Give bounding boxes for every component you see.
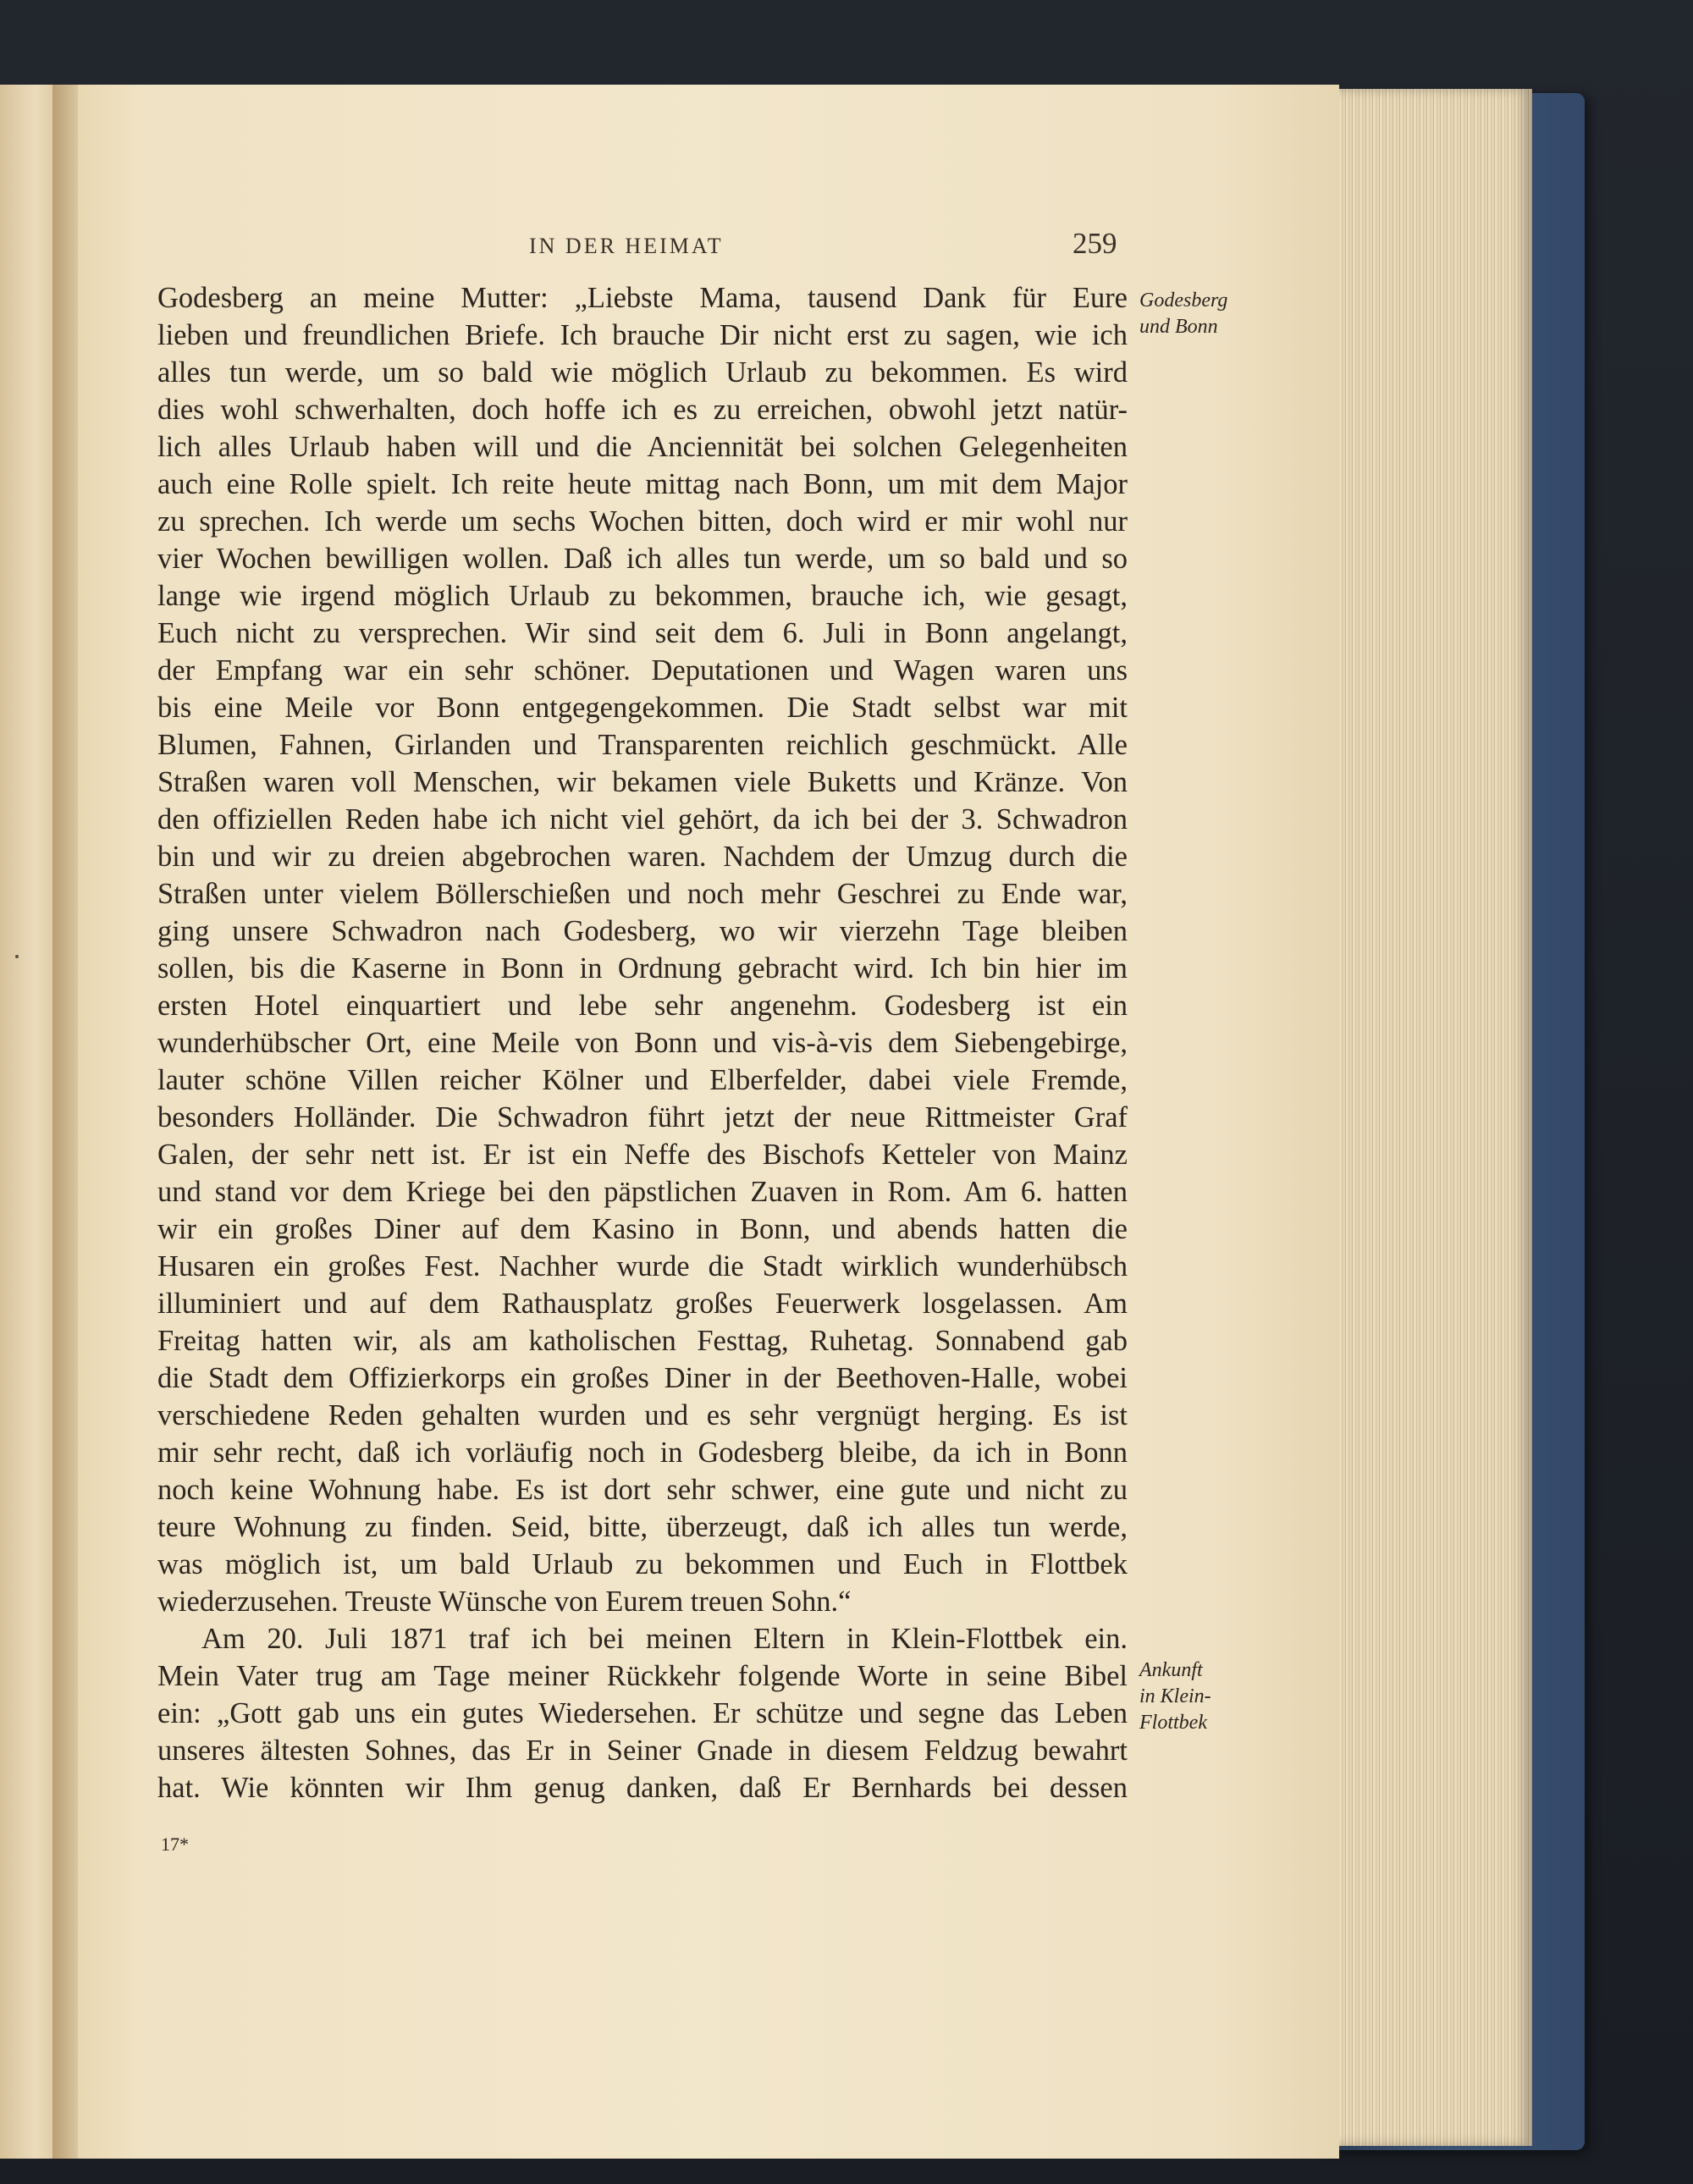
- paragraph-first-line: Am 20. Juli 1871 traf ich bei meinen Eltern in Klein-Flottbek ein.: [201, 1623, 1128, 1655]
- text-line: die Stadt dem Offizierkorps ein großes Diner in der Beethoven-Halle, wobei: [157, 1362, 1128, 1394]
- text-line: ein: „Gott gab uns ein gutes Wiedersehen. Er schütze und segne das Leben: [157, 1697, 1128, 1729]
- marginal-note-line: Ankunft: [1139, 1659, 1203, 1681]
- page-number: 259: [1073, 227, 1117, 260]
- text-line: ging unsere Schwadron nach Godesberg, wo wir vierzehn Tage bleiben: [157, 915, 1128, 947]
- text-line: Straßen waren voll Menschen, wir bekamen viele Buketts und Kränze. Von: [157, 766, 1128, 798]
- text-line: der Empfang war ein sehr schöner. Deputationen und Wagen waren uns: [157, 654, 1128, 687]
- text-line: Husaren ein großes Fest. Nachher wurde die Stadt wirklich wunderhübsch: [157, 1250, 1128, 1282]
- text-line: ersten Hotel einquartiert und lebe sehr angenehm. Godesberg ist ein: [157, 990, 1128, 1022]
- text-line: lange wie irgend möglich Urlaub zu bekommen, brauche ich, wie gesagt,: [157, 580, 1128, 612]
- marginal-note-godesberg: [1139, 288, 1227, 340]
- text-line: wunderhübscher Ort, eine Meile von Bonn und vis-à-vis dem Siebengebirge,: [157, 1027, 1128, 1059]
- text-line: wiederzusehen. Treuste Wünsche von Eurem treuen Sohn.“: [157, 1586, 852, 1618]
- text-line: alles tun werde, um so bald wie möglich Urlaub zu bekommen. Es wird: [157, 356, 1128, 389]
- text-line: lieben und freundlichen Briefe. Ich brauche Dir nicht erst zu sagen, wie ich: [157, 319, 1128, 351]
- marginal-note-line: Godesberg: [1139, 290, 1228, 312]
- text-line: Mein Vater trug am Tage meiner Rückkehr folgende Worte in seine Bibel: [157, 1660, 1128, 1692]
- text-line: illuminiert und auf dem Rathausplatz großes Feuerwerk losgelassen. Am: [157, 1288, 1128, 1320]
- text-line: auch eine Rolle spielt. Ich reite heute mittag nach Bonn, um mit dem Major: [157, 468, 1128, 500]
- text-line: vier Wochen bewilligen wollen. Daß ich alles tun werde, um so bald und so: [157, 543, 1128, 575]
- text-line: Blumen, Fahnen, Girlanden und Transparenten reichlich geschmückt. Alle: [157, 729, 1128, 761]
- text-line: verschiedene Reden gehalten wurden und es sehr vergnügt herging. Es ist: [157, 1399, 1128, 1431]
- text-line: Galen, der sehr nett ist. Er ist ein Neffe des Bischofs Ketteler von Mainz: [157, 1139, 1128, 1171]
- text-line: teure Wohnung zu finden. Seid, bitte, überzeugt, daß ich alles tun werde,: [157, 1511, 1128, 1543]
- text-line: lich alles Urlaub haben will und die Anciennität bei solchen Gelegenheiten: [157, 431, 1128, 463]
- text-line: besonders Holländer. Die Schwadron führt jetzt der neue Rittmeister Graf: [157, 1101, 1128, 1133]
- text-line: bin und wir zu dreien abgebrochen waren. Nachdem der Umzug durch die: [157, 841, 1128, 873]
- text-line: sollen, bis die Kaserne in Bonn in Ordnung gebracht wird. Ich bin hier im: [157, 952, 1128, 984]
- marginal-note-line: Flottbek: [1139, 1712, 1207, 1734]
- text-line: den offiziellen Reden habe ich nicht viel gehört, da ich bei der 3. Schwadron: [157, 803, 1128, 836]
- marginal-note-line: und Bonn: [1139, 316, 1218, 338]
- page-edges: [1329, 89, 1532, 2146]
- book-gutter: [52, 85, 78, 2159]
- text-line: wir ein großes Diner auf dem Kasino in Bonn, und abends hatten die: [157, 1213, 1128, 1245]
- text-line: Godesberg an meine Mutter: „Liebste Mama, tausend Dank für Eure: [157, 282, 1128, 314]
- text-line: mir sehr recht, daß ich vorläufig noch in Godesberg bleibe, da ich in Bonn: [157, 1437, 1128, 1469]
- body-text: [157, 279, 1128, 1806]
- marginal-note-ankunft: [1139, 1657, 1211, 1736]
- text-line: Freitag hatten wir, als am katholischen Festtag, Ruhetag. Sonnabend gab: [157, 1325, 1128, 1357]
- paper-speck: [15, 955, 19, 958]
- running-head: IN DER HEIMAT: [529, 234, 724, 258]
- text-line: unseres ältesten Sohnes, das Er in Seiner Gnade in diesem Feldzug bewahrt: [157, 1735, 1128, 1767]
- text-line: Straßen unter vielem Böllerschießen und noch mehr Geschrei zu Ende war,: [157, 878, 1128, 910]
- text-line: was möglich ist, um bald Urlaub zu bekommen und Euch in Flottbek: [157, 1548, 1128, 1580]
- text-line: lauter schöne Villen reicher Kölner und Elberfelder, dabei viele Fremde,: [157, 1064, 1128, 1096]
- printer-signature: 17*: [161, 1834, 189, 1855]
- text-line: hat. Wie könnten wir Ihm genug danken, daß Er Bernhards bei dessen: [157, 1772, 1128, 1804]
- text-line: dies wohl schwerhalten, doch hoffe ich es zu erreichen, obwohl jetzt natür-: [157, 394, 1128, 426]
- text-line: und stand vor dem Kriege bei den päpstlichen Zuaven in Rom. Am 6. hatten: [157, 1176, 1128, 1208]
- facing-page-edge: [0, 85, 59, 2159]
- text-line: zu sprechen. Ich werde um sechs Wochen bitten, doch wird er mir wohl nur: [157, 505, 1128, 538]
- text-line: Euch nicht zu versprechen. Wir sind seit dem 6. Juli in Bonn angelangt,: [157, 617, 1128, 649]
- text-line: bis eine Meile vor Bonn entgegengekommen. Die Stadt selbst war mit: [157, 692, 1128, 724]
- text-line: noch keine Wohnung habe. Es ist dort sehr schwer, eine gute und nicht zu: [157, 1474, 1128, 1506]
- marginal-note-line: in Klein-: [1139, 1685, 1211, 1707]
